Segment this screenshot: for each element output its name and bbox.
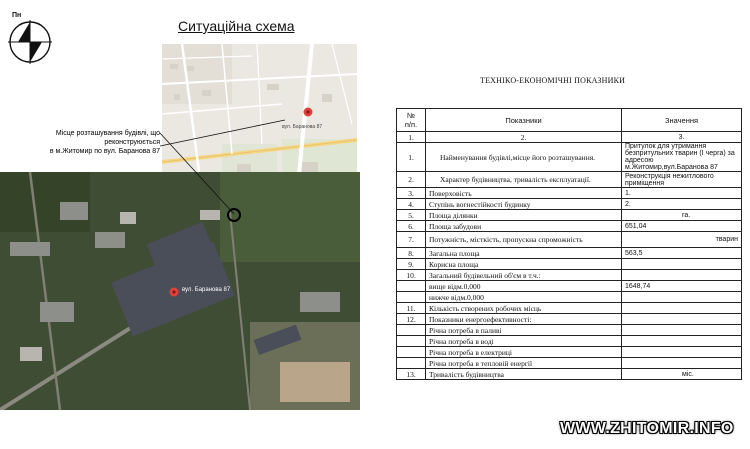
table-row <box>397 143 742 172</box>
table-row <box>397 210 742 221</box>
row-value: 3. <box>622 132 742 143</box>
row-number: 4. <box>397 199 426 210</box>
row-indicator: Річна потреба в паливі <box>426 325 622 336</box>
row-number: 11. <box>397 303 426 314</box>
row-indicator: вище відм.0,000 <box>426 281 622 292</box>
row-indicator: Поверховість <box>426 188 622 199</box>
row-value: Притулок для утримання безпритульних тварин (І черга) за адресою м.Житомир,вул.Баранова 87 <box>622 143 742 172</box>
row-indicator: 2. <box>426 132 622 143</box>
row-value <box>622 270 742 281</box>
row-value <box>622 259 742 270</box>
row-indicator: Потужність, місткість, пропускна спроможність <box>426 232 622 248</box>
table-row <box>397 199 742 210</box>
site-label-line2: в м.Житомир по вул. Баранова 87 <box>49 148 160 155</box>
site-watermark: WWW.ZHITOMIR.INFO <box>560 420 734 437</box>
row-value: тварин <box>622 232 742 248</box>
row-number: 9. <box>397 259 426 270</box>
row-value <box>622 358 742 369</box>
table-row <box>397 314 742 325</box>
row-value <box>622 292 742 303</box>
row-number: 3. <box>397 188 426 199</box>
row-indicator: Річна потреба в тепловій енергії <box>426 358 622 369</box>
table-row <box>397 303 742 314</box>
header-value: Значення <box>622 109 742 132</box>
row-number <box>397 347 426 358</box>
row-value <box>622 303 742 314</box>
row-number: 7. <box>397 232 426 248</box>
row-indicator: Показники енергоефективності: <box>426 314 622 325</box>
row-value: міс. <box>622 369 742 380</box>
row-value: 1. <box>622 188 742 199</box>
row-number <box>397 358 426 369</box>
row-number: 6. <box>397 221 426 232</box>
row-indicator: нижче відм.0,000 <box>426 292 622 303</box>
header-number: № п/п. <box>397 109 426 132</box>
row-value: Реконструкція нежитлового приміщення <box>622 172 742 188</box>
table-row <box>397 188 742 199</box>
row-value <box>622 347 742 358</box>
table-row <box>397 281 742 292</box>
row-indicator: Тривалість будівництва <box>426 369 622 380</box>
row-number: 2. <box>397 172 426 188</box>
row-number: 8. <box>397 248 426 259</box>
table-row <box>397 358 742 369</box>
row-indicator: Кількість створених робочих місць <box>426 303 622 314</box>
table-row <box>397 172 742 188</box>
table-body <box>397 132 742 380</box>
row-value: 1648,74 <box>622 281 742 292</box>
row-indicator: Ступінь вогнестійкості будинку <box>426 199 622 210</box>
row-value <box>622 325 742 336</box>
table-row <box>397 248 742 259</box>
table-row <box>397 259 742 270</box>
row-number: 1. <box>397 143 426 172</box>
row-number <box>397 292 426 303</box>
table-row <box>397 221 742 232</box>
row-value <box>622 336 742 347</box>
table-row <box>397 132 742 143</box>
satellite-pin-label: вул. Баранова 87 <box>182 287 231 293</box>
row-value <box>622 314 742 325</box>
row-number <box>397 336 426 347</box>
row-number: 13. <box>397 369 426 380</box>
row-indicator: Загальна площа <box>426 248 622 259</box>
row-number: 10. <box>397 270 426 281</box>
row-indicator: Площа ділянки <box>426 210 622 221</box>
site-location-label <box>2 128 160 157</box>
row-number: 1. <box>397 132 426 143</box>
table-row <box>397 347 742 358</box>
situation-scheme-title: Ситуаційна схема <box>178 18 295 34</box>
row-indicator: Корисна площа <box>426 259 622 270</box>
row-number <box>397 281 426 292</box>
row-number <box>397 325 426 336</box>
header-name: Показники <box>426 109 622 132</box>
indicators-table <box>396 108 742 380</box>
table-row <box>397 292 742 303</box>
row-value: 651,04 <box>622 221 742 232</box>
indicators-title: ТЕХНІКО-ЕКОНОМІЧНІ ПОКАЗНИКИ <box>480 76 626 85</box>
table-row <box>397 232 742 248</box>
site-label-line1: Місце розташування будівлі, що реконструюється <box>55 130 160 146</box>
row-value: 563,5 <box>622 248 742 259</box>
compass-north-label: Пн <box>12 12 22 19</box>
table-header-row <box>397 109 742 132</box>
table-row <box>397 325 742 336</box>
row-number: 12. <box>397 314 426 325</box>
row-value: 2. <box>622 199 742 210</box>
row-indicator: Площа забудови <box>426 221 622 232</box>
street-map-pin-label: вул. Баранова 87 <box>282 124 323 130</box>
row-value: га. <box>622 210 742 221</box>
row-indicator: Загальний будівельний об'єм в т.ч.: <box>426 270 622 281</box>
row-indicator: Характер будівництва, тривалість експлуатації. <box>426 172 622 188</box>
row-indicator: Річна потреба в електриці <box>426 347 622 358</box>
row-indicator: Найменування будівлі,місце його розташування. <box>426 143 622 172</box>
row-number: 5. <box>397 210 426 221</box>
table-row <box>397 369 742 380</box>
table-row <box>397 336 742 347</box>
row-indicator: Річна потреба в воді <box>426 336 622 347</box>
table-row <box>397 270 742 281</box>
